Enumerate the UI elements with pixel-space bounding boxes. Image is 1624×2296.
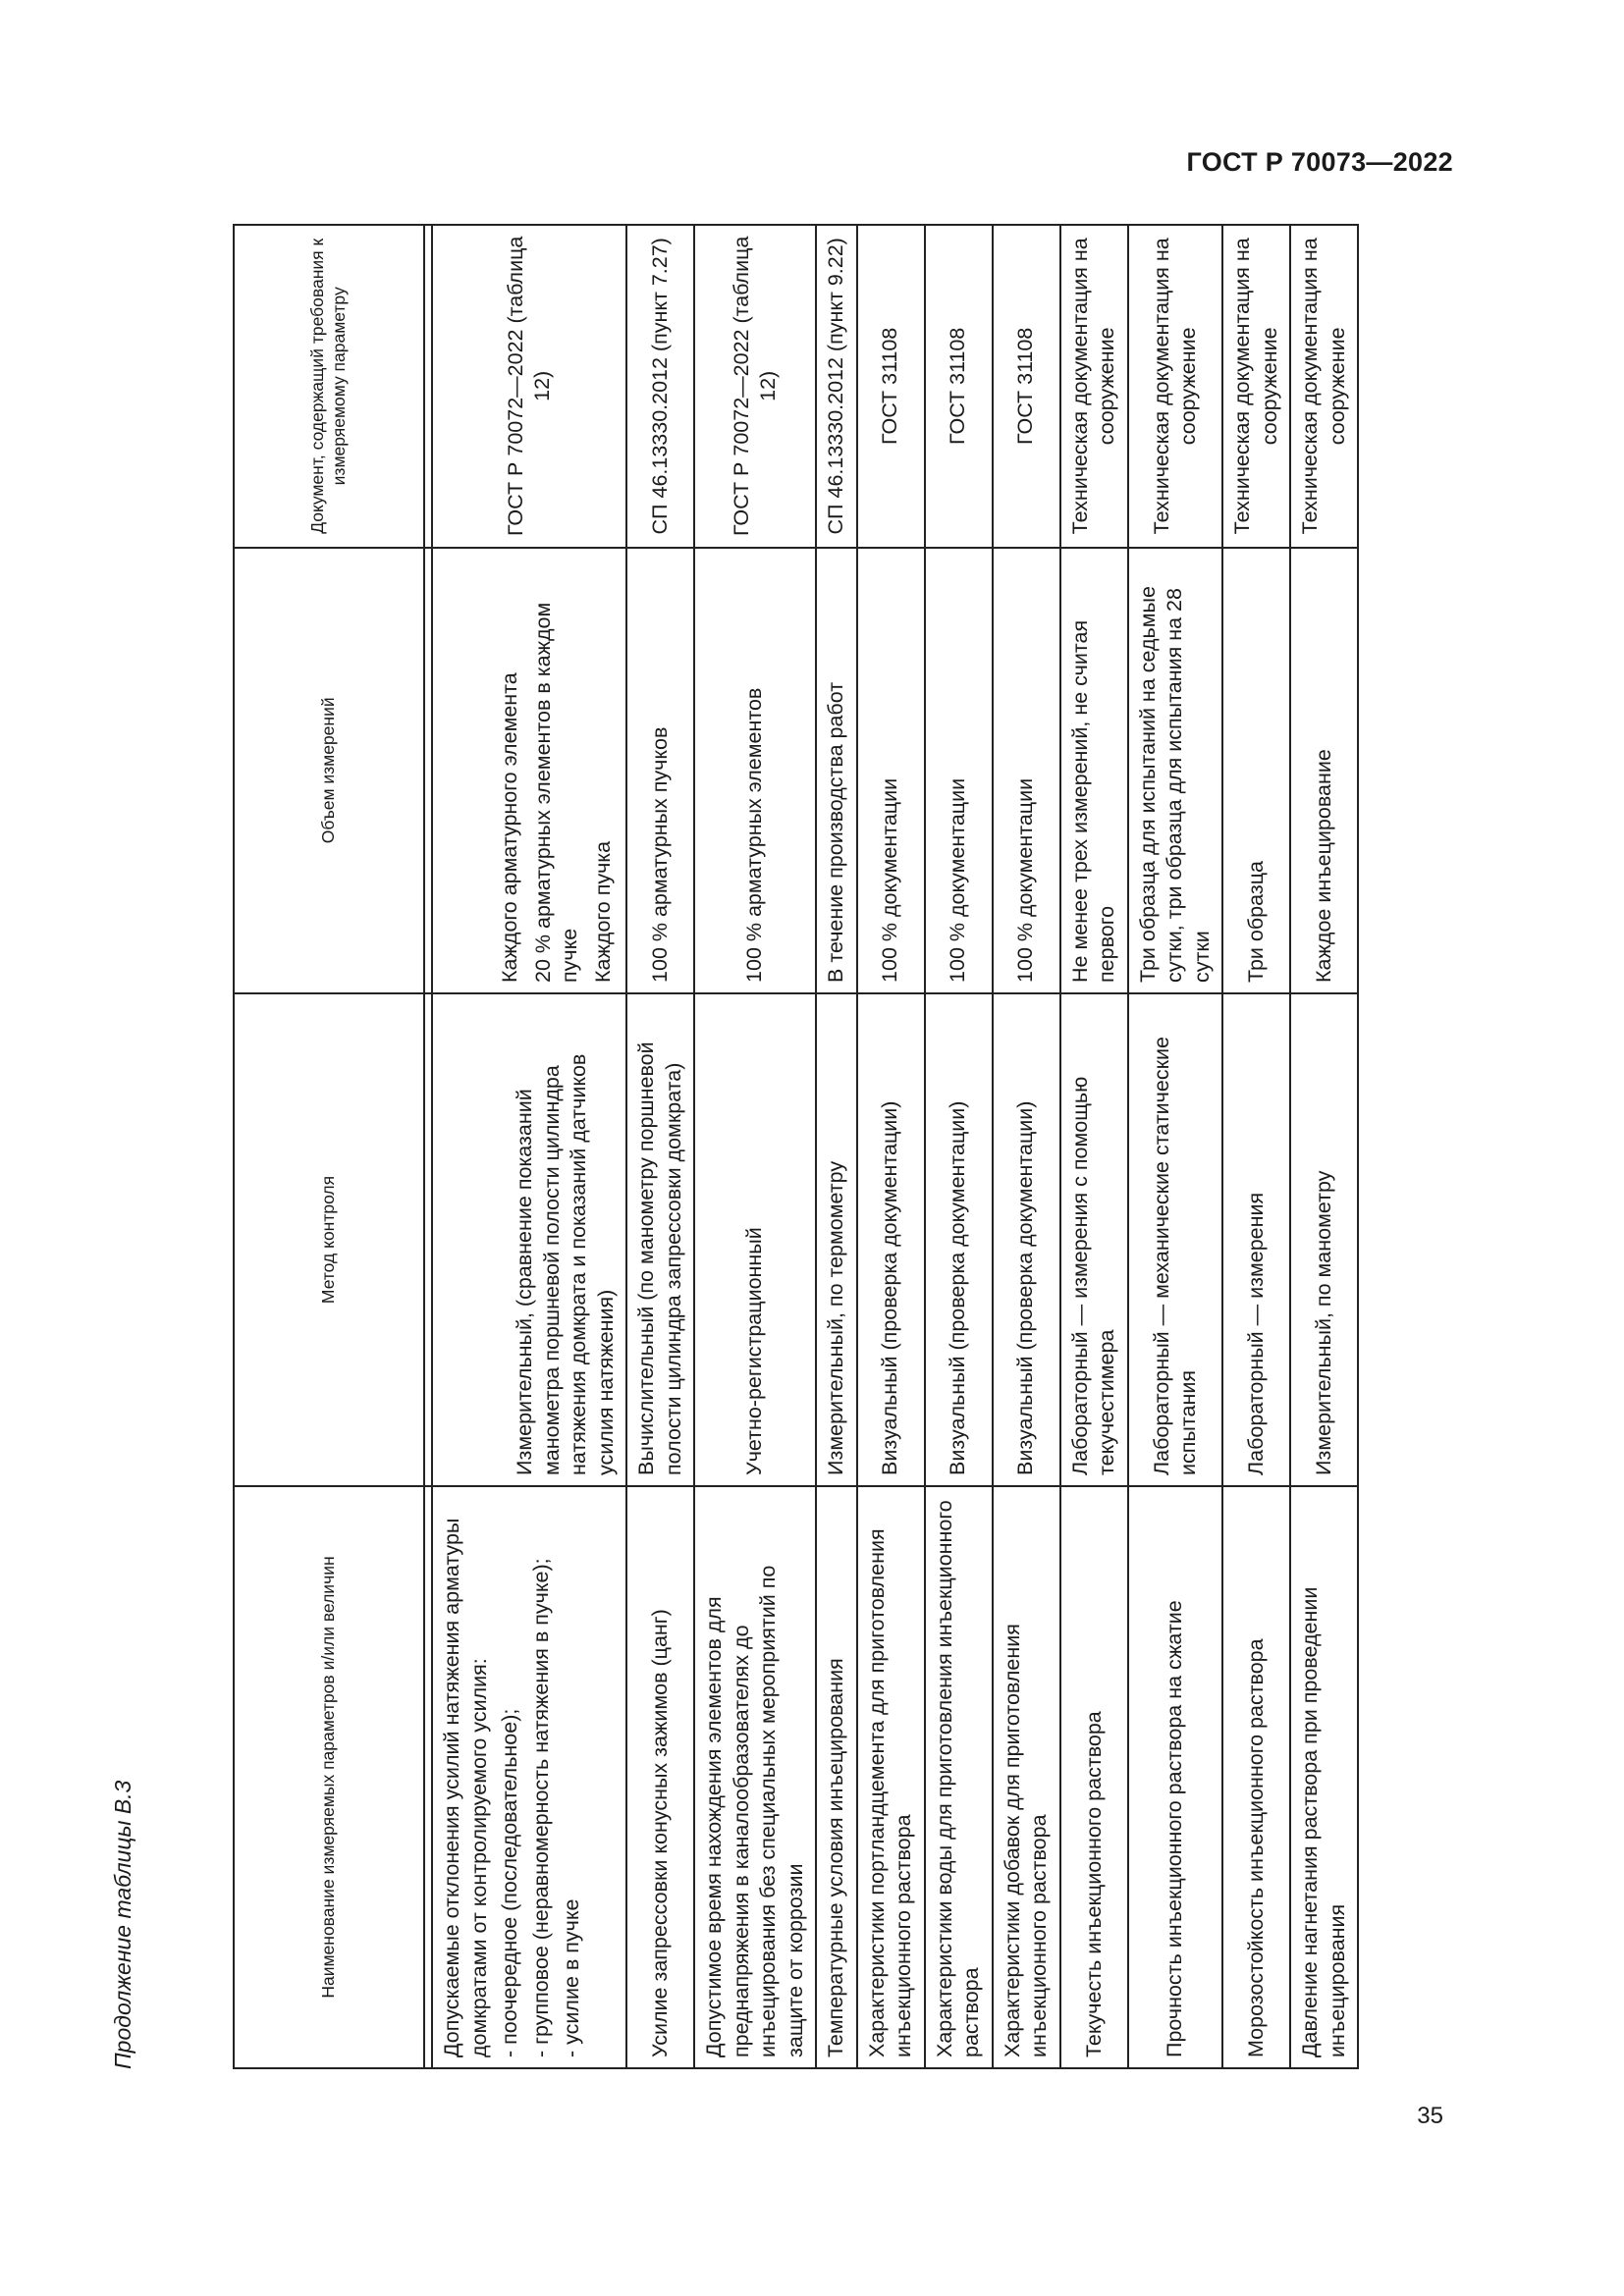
- parameter-line: Допускаемые отклонения усилий натяжения арматуры домкратами от контролируемого усилия:: [440, 1518, 491, 2057]
- parameter-cell: Допустимое время нахождения элементов для преднапряжения в каналообразователях до инъецирования без специальных мероприятий по защите от коррозии: [694, 1486, 816, 2068]
- parameter-cell: Усилие запрессовки конусных зажимов (цанг): [626, 1486, 694, 2068]
- method-cell: Визуальный (проверка документации): [857, 993, 925, 1486]
- table-caption: Продолжение таблицы В.3: [110, 1780, 135, 2069]
- document-standard-number: ГОСТ Р 70073—2022: [1186, 147, 1453, 177]
- method-cell: Визуальный (проверка документации): [993, 993, 1060, 1486]
- volume-cell: 100 % арматурных элементов: [694, 548, 816, 993]
- volume-cell: В течение производства работ: [816, 548, 857, 993]
- parameter-cell: [432, 1486, 626, 2068]
- parameter-cell: Текучесть инъекционного раствора: [1060, 1486, 1128, 2068]
- volume-cell: Три образца для испытаний на седьмые сутки, три образца для испытания на 28 сутки: [1128, 548, 1223, 993]
- column-header-volume: Объем измерений: [234, 548, 424, 993]
- table-row: [1060, 225, 1128, 2068]
- table-row: [925, 225, 993, 2068]
- volume-cell: Каждое инъецирование: [1290, 548, 1358, 993]
- method-cell: Учетно-регистрационный: [694, 993, 816, 1486]
- volume-cell: 100 % документации: [993, 548, 1060, 993]
- document-cell: ГОСТ 31108: [857, 225, 925, 548]
- document-cell: ГОСТ 31108: [993, 225, 1060, 548]
- column-header-method: Метод контроля: [234, 993, 424, 1486]
- volume-cell: 100 % документации: [925, 548, 993, 993]
- document-cell: Техническая документация на сооружение: [1128, 225, 1223, 548]
- method-cell: Вычислительный (по манометру поршневой полости цилиндра запрессовки домкрата): [626, 993, 694, 1486]
- volume-cell: Три образца: [1222, 548, 1290, 993]
- column-header-document: Документ, содержащий требования к измеряемому параметру: [234, 225, 424, 548]
- document-cell: СП 46.13330.2012 (пункт 7.27): [626, 225, 694, 548]
- header-separator: [424, 225, 432, 2068]
- method-cell: Измерительный, (сравнение показаний манометра поршневой полости цилиндра натяжения домкрата и показаний датчиков усилия натяжения): [432, 993, 626, 1486]
- document-cell: СП 46.13330.2012 (пункт 9.22): [816, 225, 857, 548]
- method-cell: Визуальный (проверка документации): [925, 993, 993, 1486]
- parameter-cell: Характеристики портландцемента для приготовления инъекционного раствора: [857, 1486, 925, 2068]
- table-row: [626, 225, 694, 2068]
- table-row: [1128, 225, 1223, 2068]
- document-cell: ГОСТ Р 70072—2022 (таблица 12): [432, 225, 626, 548]
- parameter-line: - групповое (неравномерность натяжения в пучке);: [528, 1558, 553, 2057]
- document-cell: Техническая документация на сооружение: [1222, 225, 1290, 548]
- table-row: [1290, 225, 1358, 2068]
- table-header-row: [234, 225, 424, 2068]
- parameter-line: - усилие в пучке: [560, 1898, 584, 2057]
- table-row: [993, 225, 1060, 2068]
- volume-line: 20 % арматурных элементов в каждом пучке: [530, 602, 582, 983]
- parameter-cell: Морозостойкость инъекционного раствора: [1222, 1486, 1290, 2068]
- method-cell: Лабораторный — измерения: [1222, 993, 1290, 1486]
- table-row: [816, 225, 857, 2068]
- volume-cell: Не менее трех измерений, не считая первого: [1060, 548, 1128, 993]
- table-row: [432, 225, 626, 2068]
- parameter-cell: Характеристики воды для приготовления инъекционного раствора: [925, 1486, 993, 2068]
- method-cell: Лабораторный — измерения с помощью текучестимера: [1060, 993, 1128, 1486]
- parameter-cell: Прочность инъекционного раствора на сжатие: [1128, 1486, 1223, 2068]
- document-cell: ГОСТ Р 70072—2022 (таблица 12): [694, 225, 816, 548]
- method-cell: Лабораторный — механические статические испытания: [1128, 993, 1223, 1486]
- method-cell: Измерительный, по манометру: [1290, 993, 1358, 1486]
- table-row: [694, 225, 816, 2068]
- table-row: [857, 225, 925, 2068]
- volume-line: Каждого арматурного элемента: [498, 672, 521, 983]
- parameter-cell: Давление нагнетания раствора при проведении инъецирования: [1290, 1486, 1358, 2068]
- method-cell: Измерительный, по термометру: [816, 993, 857, 1486]
- document-cell: ГОСТ 31108: [925, 225, 993, 548]
- column-header-parameter: Наименование измеряемых параметров и/или величин: [234, 1486, 424, 2068]
- document-cell: Техническая документация на сооружение: [1290, 225, 1358, 548]
- volume-cell: 100 % арматурных пучков: [626, 548, 694, 993]
- volume-cell: [432, 548, 626, 993]
- volume-cell: 100 % документации: [857, 548, 925, 993]
- parameter-cell: Температурные условия инъецирования: [816, 1486, 857, 2068]
- page-number: 35: [1417, 2103, 1443, 2129]
- volume-line: Каждого пучка: [590, 840, 615, 983]
- document-cell: Техническая документация на сооружение: [1060, 225, 1128, 548]
- rotated-table-page: [110, 224, 1445, 2069]
- measurement-table: [233, 224, 1359, 2069]
- parameter-cell: Характеристики добавок для приготовления инъекционного раствора: [993, 1486, 1060, 2068]
- parameter-line: - поочередное (последовательное);: [498, 1708, 522, 2057]
- table-row: [1222, 225, 1290, 2068]
